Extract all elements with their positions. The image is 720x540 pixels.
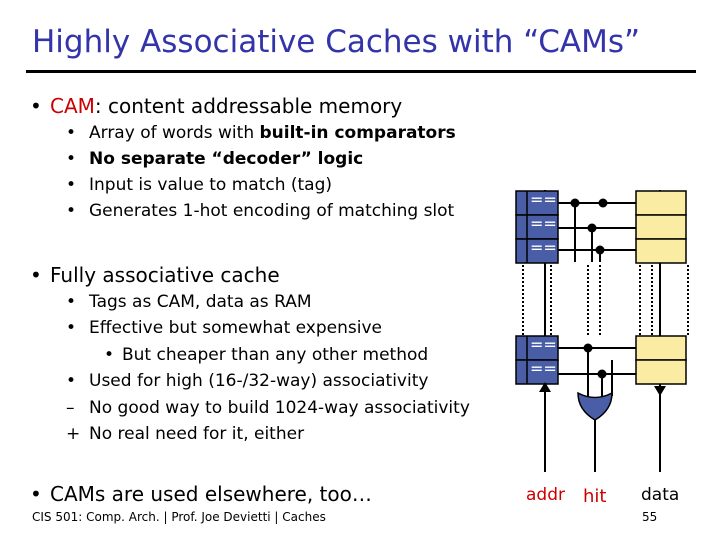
- cam-term: CAM: [50, 94, 95, 118]
- bullet-marker: •: [30, 94, 42, 118]
- slide-title: Highly Associative Caches with “CAMs”: [32, 24, 641, 60]
- item-text: But cheaper than any other method: [122, 345, 429, 365]
- comparator-label: ==: [530, 335, 557, 354]
- comparator-label: ==: [530, 214, 557, 233]
- bullet-marker: •: [66, 149, 77, 169]
- bullet-marker: •: [66, 175, 77, 195]
- bullet-marker: +: [66, 424, 81, 444]
- bullet-marker: –: [66, 398, 75, 418]
- item-text: Used for high (16-/32-way) associativity: [89, 371, 429, 391]
- item-text: No good way to build 1024-way associativity: [89, 398, 470, 418]
- data-arrow-icon: [654, 386, 666, 396]
- hit-label: hit: [583, 486, 607, 507]
- match-lines: [575, 203, 612, 472]
- bullet-marker: •: [66, 201, 77, 221]
- comparator-label: ==: [530, 238, 557, 257]
- junction-dots: [571, 199, 608, 379]
- item-text: Tags as CAM, data as RAM: [89, 292, 312, 312]
- bullet-marker: •: [66, 371, 77, 391]
- item-text: Input is value to match (tag): [89, 175, 333, 195]
- item-bold-text: No separate “decoder” logic: [89, 149, 364, 169]
- footer: CIS 501: Comp. Arch. | Prof. Joe Devietti | Caches: [32, 510, 326, 524]
- bullet-marker: •: [66, 318, 77, 338]
- data-ram-bottom: [636, 336, 686, 384]
- item-text: No real need for it, either: [89, 424, 305, 444]
- data-ram-top: [636, 191, 686, 263]
- cam-definition: : content addressable memory: [94, 94, 403, 118]
- bullet-marker: •: [30, 482, 42, 506]
- item-bold-text: built-in comparators: [259, 123, 456, 143]
- or-gate-icon: [578, 393, 612, 420]
- page-number: 55: [642, 510, 658, 524]
- dotted-gap-lines: [523, 265, 688, 335]
- item-text: Effective but somewhat expensive: [89, 318, 382, 338]
- addr-label: addr: [526, 485, 565, 505]
- comparator-label: ==: [530, 359, 557, 378]
- item-text: CAMs are used elsewhere, too…: [50, 482, 372, 506]
- bullet-marker: •: [104, 345, 115, 365]
- bullet-marker: •: [66, 123, 77, 143]
- item-text: Array of words with: [89, 123, 260, 143]
- bullet-marker: •: [30, 263, 42, 287]
- item-text: Fully associative cache: [50, 263, 280, 287]
- wordlines: [558, 203, 636, 374]
- item-text: Generates 1-hot encoding of matching slot: [89, 201, 455, 221]
- data-label: data: [641, 485, 680, 505]
- bullet-marker: •: [66, 292, 77, 312]
- comparator-label: ==: [530, 190, 557, 209]
